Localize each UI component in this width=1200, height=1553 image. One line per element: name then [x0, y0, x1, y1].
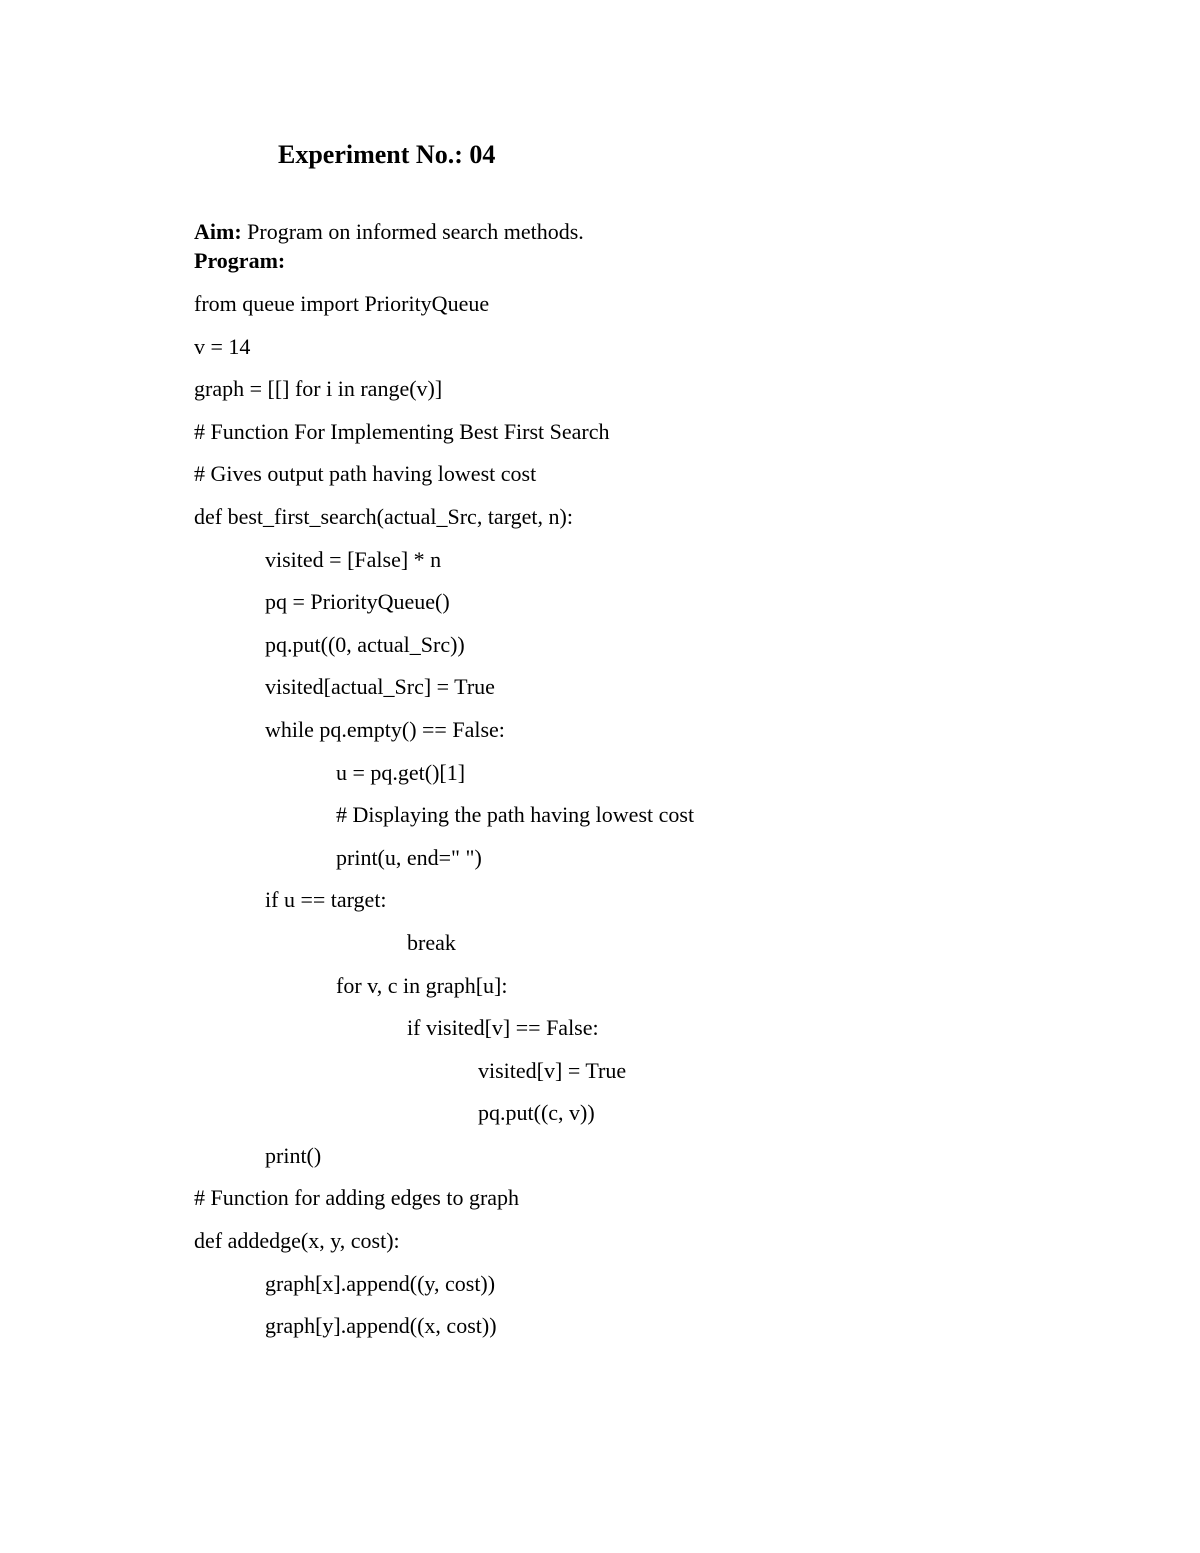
code-line: u = pq.get()[1]: [336, 759, 466, 785]
aim-label: Aim:: [194, 219, 242, 244]
code-line: # Displaying the path having lowest cost: [336, 802, 695, 828]
code-line: if visited[v] == False:: [407, 1015, 599, 1041]
code-line: def addedge(x, y, cost):: [194, 1228, 400, 1254]
code-line: graph = [[] for i in range(v)]: [194, 376, 443, 402]
code-line: v = 14: [194, 333, 251, 359]
code-line: from queue import PriorityQueue: [194, 291, 490, 316]
code-line: pq.put((c, v)): [478, 1100, 595, 1126]
code-line: for v, c in graph[u]:: [336, 972, 508, 998]
program-label: Program:: [194, 248, 286, 273]
code-line: while pq.empty() == False:: [265, 716, 505, 742]
code-line: graph[y].append((x, cost)): [265, 1313, 497, 1339]
code-line: visited[actual_Src] = True: [265, 674, 495, 700]
aim-text: Program on informed search methods.: [247, 219, 584, 244]
code-block: [194, 289, 1094, 1354]
code-line: # Function for adding edges to graph: [194, 1185, 520, 1211]
code-line: pq = PriorityQueue(): [265, 589, 450, 615]
code-line: # Function For Implementing Best First Search: [194, 418, 610, 444]
document-title: Experiment No.: 04: [278, 140, 496, 169]
code-line: print(u, end=" "): [336, 844, 482, 870]
code-line: graph[x].append((y, cost)): [265, 1270, 496, 1296]
aim-line: [194, 219, 584, 245]
code-line: visited[v] = True: [478, 1057, 627, 1083]
code-line: print(): [265, 1142, 322, 1168]
code-line: break: [407, 929, 456, 955]
code-line: pq.put((0, actual_Src)): [265, 631, 465, 657]
code-line: visited = [False] * n: [265, 546, 442, 572]
code-line: # Gives output path having lowest cost: [194, 461, 537, 487]
code-line: if u == target:: [265, 887, 387, 913]
code-line: def best_first_search(actual_Src, target, n):: [194, 503, 573, 529]
